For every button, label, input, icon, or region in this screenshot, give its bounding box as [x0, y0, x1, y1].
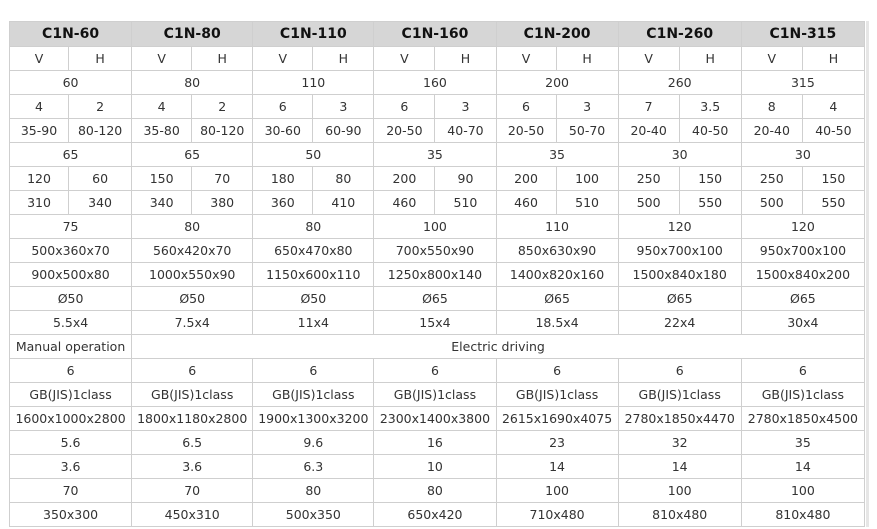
- table-cell: 1250x800x140: [374, 263, 496, 287]
- table-row: [10, 215, 865, 239]
- table-cell: 30: [618, 143, 741, 167]
- table-cell: 20-40: [618, 119, 679, 143]
- table-edge-shadow: [866, 21, 869, 527]
- table-cell: 80: [253, 215, 374, 239]
- table-cell: 310: [10, 191, 69, 215]
- table-cell: 4: [802, 95, 864, 119]
- table-cell: 60-90: [313, 119, 374, 143]
- table-cell: 1400x820x160: [496, 263, 618, 287]
- table-cell: 2300x1400x3800: [374, 407, 496, 431]
- table-cell: 9.6: [253, 431, 374, 455]
- table-cell: 3: [313, 95, 374, 119]
- table-cell: H: [556, 47, 618, 71]
- table-row: [10, 47, 865, 71]
- table-cell: 4: [132, 95, 192, 119]
- table-row: [10, 95, 865, 119]
- table-cell: 2780x1850x4470: [618, 407, 741, 431]
- table-cell: 20-50: [496, 119, 556, 143]
- table-cell: GB(JIS)1class: [496, 383, 618, 407]
- table-cell: 3.5: [679, 95, 741, 119]
- table-cell: 75: [10, 215, 132, 239]
- table-cell: 80-120: [192, 119, 253, 143]
- table-cell: Ø50: [10, 287, 132, 311]
- table-cell: V: [10, 47, 69, 71]
- table-cell: 150: [802, 167, 864, 191]
- table-cell: 60: [69, 167, 132, 191]
- table-cell: V: [253, 47, 313, 71]
- table-cell: 2: [192, 95, 253, 119]
- model-header: C1N-80: [132, 22, 253, 47]
- table-cell: 10: [374, 455, 496, 479]
- table-row: [10, 407, 865, 431]
- table-cell: 35-80: [132, 119, 192, 143]
- table-cell: 500: [741, 191, 802, 215]
- table-cell: 500x360x70: [10, 239, 132, 263]
- table-cell: 6: [253, 95, 313, 119]
- table-cell: 23: [496, 431, 618, 455]
- table-cell: 70: [132, 479, 253, 503]
- table-cell: 1900x1300x3200: [253, 407, 374, 431]
- operation-mode-cell: Electric driving: [132, 335, 865, 359]
- table-cell: 80: [253, 479, 374, 503]
- table-cell: 3: [435, 95, 496, 119]
- table-cell: Ø65: [496, 287, 618, 311]
- table-cell: 6: [253, 359, 374, 383]
- table-row: [10, 119, 865, 143]
- spec-table-body: [10, 47, 865, 527]
- table-cell: 380: [192, 191, 253, 215]
- table-row: [10, 143, 865, 167]
- table-cell: H: [192, 47, 253, 71]
- model-header-row: [10, 22, 865, 47]
- table-cell: 6: [618, 359, 741, 383]
- table-cell: 6.5: [132, 431, 253, 455]
- table-row: [10, 311, 865, 335]
- table-cell: 200: [496, 71, 618, 95]
- table-cell: 900x500x80: [10, 263, 132, 287]
- table-cell: 80: [132, 71, 253, 95]
- table-cell: 550: [802, 191, 864, 215]
- table-row: [10, 239, 865, 263]
- table-cell: 50: [253, 143, 374, 167]
- table-cell: 6: [741, 359, 864, 383]
- table-cell: 810x480: [741, 503, 864, 527]
- table-cell: 16: [374, 431, 496, 455]
- table-cell: 7: [618, 95, 679, 119]
- table-cell: 30-60: [253, 119, 313, 143]
- table-cell: 4: [10, 95, 69, 119]
- table-cell: 32: [618, 431, 741, 455]
- table-cell: 950x700x100: [618, 239, 741, 263]
- table-cell: 40-50: [802, 119, 864, 143]
- table-cell: 60: [10, 71, 132, 95]
- table-row: [10, 383, 865, 407]
- table-cell: 65: [10, 143, 132, 167]
- table-cell: 6: [10, 359, 132, 383]
- model-header: C1N-315: [741, 22, 864, 47]
- table-cell: 35: [496, 143, 618, 167]
- table-cell: 460: [496, 191, 556, 215]
- table-cell: GB(JIS)1class: [253, 383, 374, 407]
- table-cell: 30: [741, 143, 864, 167]
- table-cell: 560x420x70: [132, 239, 253, 263]
- table-cell: 6: [374, 359, 496, 383]
- table-cell: 110: [496, 215, 618, 239]
- table-cell: V: [374, 47, 435, 71]
- table-cell: 350x300: [10, 503, 132, 527]
- table-row: [10, 431, 865, 455]
- table-row: [10, 263, 865, 287]
- model-header: C1N-60: [10, 22, 132, 47]
- table-cell: 6: [132, 359, 253, 383]
- table-cell: H: [435, 47, 496, 71]
- table-cell: 160: [374, 71, 496, 95]
- table-cell: GB(JIS)1class: [618, 383, 741, 407]
- table-cell: 1500x840x200: [741, 263, 864, 287]
- table-cell: 500: [618, 191, 679, 215]
- table-cell: 950x700x100: [741, 239, 864, 263]
- table-cell: 150: [132, 167, 192, 191]
- table-row: [10, 479, 865, 503]
- table-cell: 340: [69, 191, 132, 215]
- table-cell: 80-120: [69, 119, 132, 143]
- table-cell: 7.5x4: [132, 311, 253, 335]
- table-cell: 80: [313, 167, 374, 191]
- table-cell: 30x4: [741, 311, 864, 335]
- table-cell: 410: [313, 191, 374, 215]
- table-cell: 50-70: [556, 119, 618, 143]
- table-cell: 120: [741, 215, 864, 239]
- table-cell: 1000x550x90: [132, 263, 253, 287]
- model-header: C1N-260: [618, 22, 741, 47]
- table-cell: 6: [496, 359, 618, 383]
- table-cell: 810x480: [618, 503, 741, 527]
- table-cell: GB(JIS)1class: [132, 383, 253, 407]
- table-cell: 80: [374, 479, 496, 503]
- table-cell: 15x4: [374, 311, 496, 335]
- table-cell: 14: [618, 455, 741, 479]
- table-cell: 22x4: [618, 311, 741, 335]
- table-cell: 65: [132, 143, 253, 167]
- table-cell: V: [741, 47, 802, 71]
- table-cell: 120: [10, 167, 69, 191]
- table-cell: 3.6: [132, 455, 253, 479]
- table-cell: 100: [618, 479, 741, 503]
- table-cell: 1150x600x110: [253, 263, 374, 287]
- table-cell: 1800x1180x2800: [132, 407, 253, 431]
- table-row: [10, 335, 865, 359]
- table-cell: 90: [435, 167, 496, 191]
- table-cell: 100: [741, 479, 864, 503]
- table-cell: GB(JIS)1class: [374, 383, 496, 407]
- table-cell: Ø65: [741, 287, 864, 311]
- table-cell: 70: [10, 479, 132, 503]
- table-cell: H: [802, 47, 864, 71]
- table-cell: 850x630x90: [496, 239, 618, 263]
- table-cell: 250: [618, 167, 679, 191]
- table-cell: 5.6: [10, 431, 132, 455]
- table-cell: V: [132, 47, 192, 71]
- table-cell: V: [496, 47, 556, 71]
- table-cell: 510: [435, 191, 496, 215]
- table-cell: 35: [741, 431, 864, 455]
- press-spec-table: [9, 21, 865, 527]
- table-cell: 500x350: [253, 503, 374, 527]
- table-cell: 340: [132, 191, 192, 215]
- table-cell: 70: [192, 167, 253, 191]
- table-cell: Ø65: [374, 287, 496, 311]
- table-cell: 200: [374, 167, 435, 191]
- table-cell: 14: [741, 455, 864, 479]
- table-cell: 1500x840x180: [618, 263, 741, 287]
- table-cell: 110: [253, 71, 374, 95]
- table-cell: 11x4: [253, 311, 374, 335]
- table-cell: 450x310: [132, 503, 253, 527]
- table-cell: 510: [556, 191, 618, 215]
- table-cell: 360: [253, 191, 313, 215]
- table-cell: 5.5x4: [10, 311, 132, 335]
- table-cell: V: [618, 47, 679, 71]
- table-cell: 100: [374, 215, 496, 239]
- table-cell: 2780x1850x4500: [741, 407, 864, 431]
- table-cell: 550: [679, 191, 741, 215]
- table-cell: 150: [679, 167, 741, 191]
- table-cell: GB(JIS)1class: [10, 383, 132, 407]
- table-cell: 460: [374, 191, 435, 215]
- table-cell: 6: [374, 95, 435, 119]
- table-cell: 710x480: [496, 503, 618, 527]
- table-cell: 250: [741, 167, 802, 191]
- table-row: [10, 287, 865, 311]
- table-row: [10, 191, 865, 215]
- table-cell: 40-70: [435, 119, 496, 143]
- table-row: [10, 359, 865, 383]
- table-cell: Ø65: [618, 287, 741, 311]
- table-cell: 200: [496, 167, 556, 191]
- table-cell: H: [69, 47, 132, 71]
- table-cell: 2615x1690x4075: [496, 407, 618, 431]
- table-cell: Ø50: [253, 287, 374, 311]
- table-cell: 180: [253, 167, 313, 191]
- table-cell: H: [313, 47, 374, 71]
- table-cell: 2: [69, 95, 132, 119]
- table-cell: 20-50: [374, 119, 435, 143]
- table-cell: 6.3: [253, 455, 374, 479]
- table-cell: 315: [741, 71, 864, 95]
- table-row: [10, 167, 865, 191]
- table-cell: 40-50: [679, 119, 741, 143]
- table-cell: 120: [618, 215, 741, 239]
- table-cell: 14: [496, 455, 618, 479]
- table-cell: H: [679, 47, 741, 71]
- table-cell: 1600x1000x2800: [10, 407, 132, 431]
- table-cell: 650x470x80: [253, 239, 374, 263]
- table-cell: 260: [618, 71, 741, 95]
- table-cell: 18.5x4: [496, 311, 618, 335]
- table-cell: 650x420: [374, 503, 496, 527]
- table-cell: 8: [741, 95, 802, 119]
- model-header: C1N-160: [374, 22, 496, 47]
- table-cell: 80: [132, 215, 253, 239]
- table-cell: 35: [374, 143, 496, 167]
- model-header: C1N-110: [253, 22, 374, 47]
- table-cell: 6: [496, 95, 556, 119]
- table-row: [10, 455, 865, 479]
- table-cell: 700x550x90: [374, 239, 496, 263]
- table-cell: 3.6: [10, 455, 132, 479]
- table-cell: 100: [496, 479, 618, 503]
- table-cell: 35-90: [10, 119, 69, 143]
- operation-mode-cell: Manual operation: [10, 335, 132, 359]
- table-cell: Ø50: [132, 287, 253, 311]
- table-cell: GB(JIS)1class: [741, 383, 864, 407]
- table-row: [10, 71, 865, 95]
- table-cell: 20-40: [741, 119, 802, 143]
- table-cell: 3: [556, 95, 618, 119]
- model-header: C1N-200: [496, 22, 618, 47]
- table-cell: 100: [556, 167, 618, 191]
- table-row: [10, 503, 865, 527]
